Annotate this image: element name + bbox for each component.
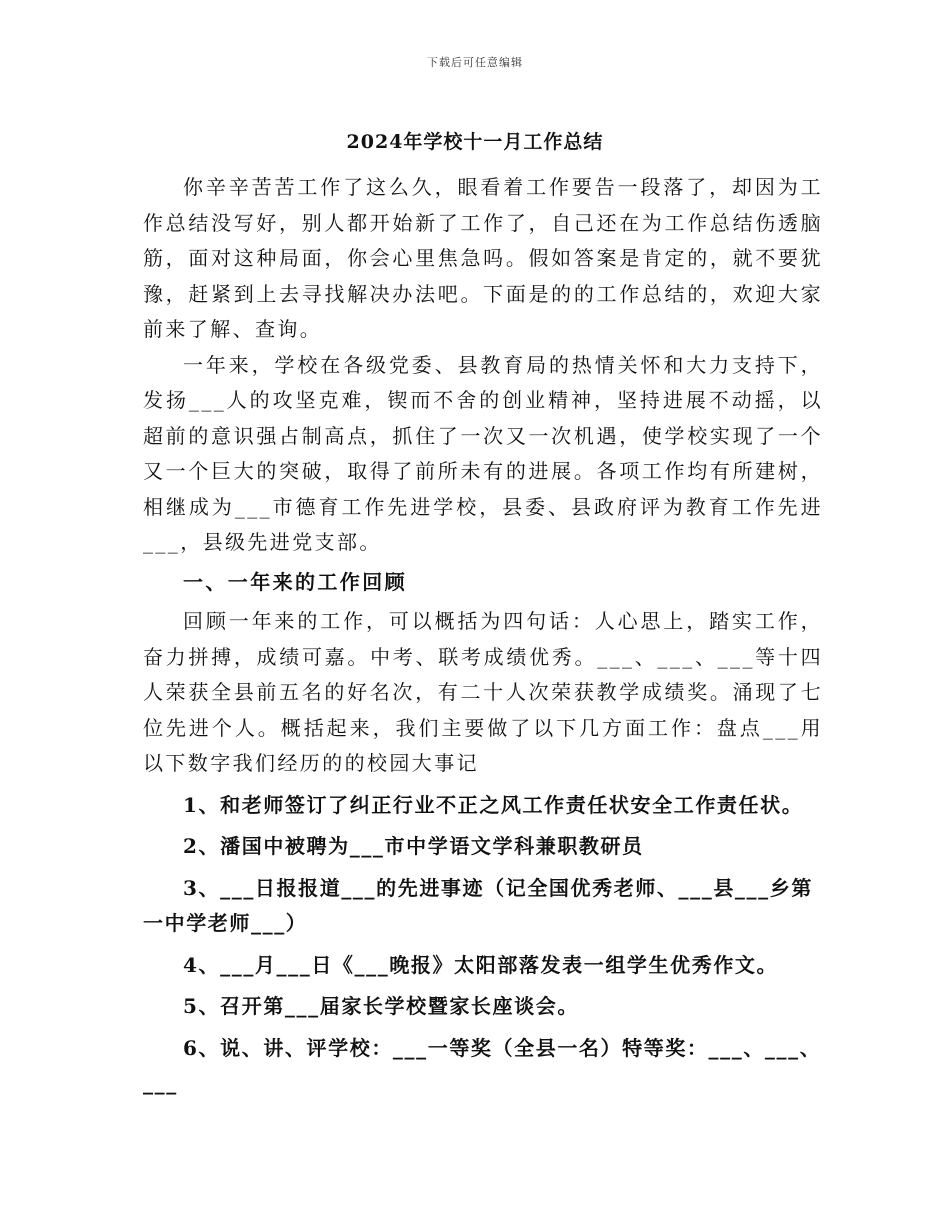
list-item: 2、潘国中被聘为___市中学语文学科兼职教研员 xyxy=(183,834,644,858)
intro-paragraph: 你辛辛苦苦工作了这么久，眼看着工作要告一段落了，却因为工作总结没写好，别人都开始新了工作了，自己还在为工作总结伤透脑筋，面对这种局面，你会心里焦急吗。假如答案是肯定的，就不要犹豫，赶紧到上去寻找解决办法吧。下面是的的工作总结的，欢迎大家前来了解、查询。 xyxy=(143,175,823,341)
document-title: 2024年学校十一月工作总结 xyxy=(346,131,604,153)
list-item: 6、说、讲、评学校：___一等奖（全县一名）特等奖：___、___、___ xyxy=(143,1035,822,1095)
list-item: 4、___月___日《___晚报》太阳部落发表一组学生优秀作文。 xyxy=(183,952,779,977)
overview-paragraph: 一年来，学校在各级党委、县教育局的热情关怀和大力支持下，发扬___人的攻坚克难，锲而不舍的创业精神，坚持进展不动摇，以超前的意识强占制高点，抓住了一次又一次机遇，使学校实现了一个又一个巨大的突破，取得了前所未有的进展。各项工作均有所建树，相继成为___市德育工作先进学校，县委、县政府评为教育工作先进___，县级先进党支部。 xyxy=(143,352,823,554)
document-body xyxy=(143,170,823,1102)
list-item: 5、召开第___届家长学校暨家长座谈会。 xyxy=(183,994,579,1018)
review-paragraph: 回顾一年来的工作，可以概括为四句话：人心思上，踏实工作，奋力拼搏，成绩可嘉。中考、联考成绩优秀。___、___、___等十四人荣获全县前五名的好名次，有二十人次荣获教学成绩奖。涌现了七位先进个人。概括起来，我们主要做了以下几方面工作：盘点___用以下数字我们经历的的校园大事记 xyxy=(143,609,823,775)
list-item: 3、___日报报道___的先进事迹（记全国优秀老师、___县___乡第一中学老师___） xyxy=(143,875,813,935)
header-note: 下载后可任意编辑 xyxy=(427,56,523,69)
list-item: 1、和老师签订了纠正行业不正之风工作责任状安全工作责任状。 xyxy=(183,792,804,817)
section-heading: 一、一年来的工作回顾 xyxy=(183,569,407,594)
